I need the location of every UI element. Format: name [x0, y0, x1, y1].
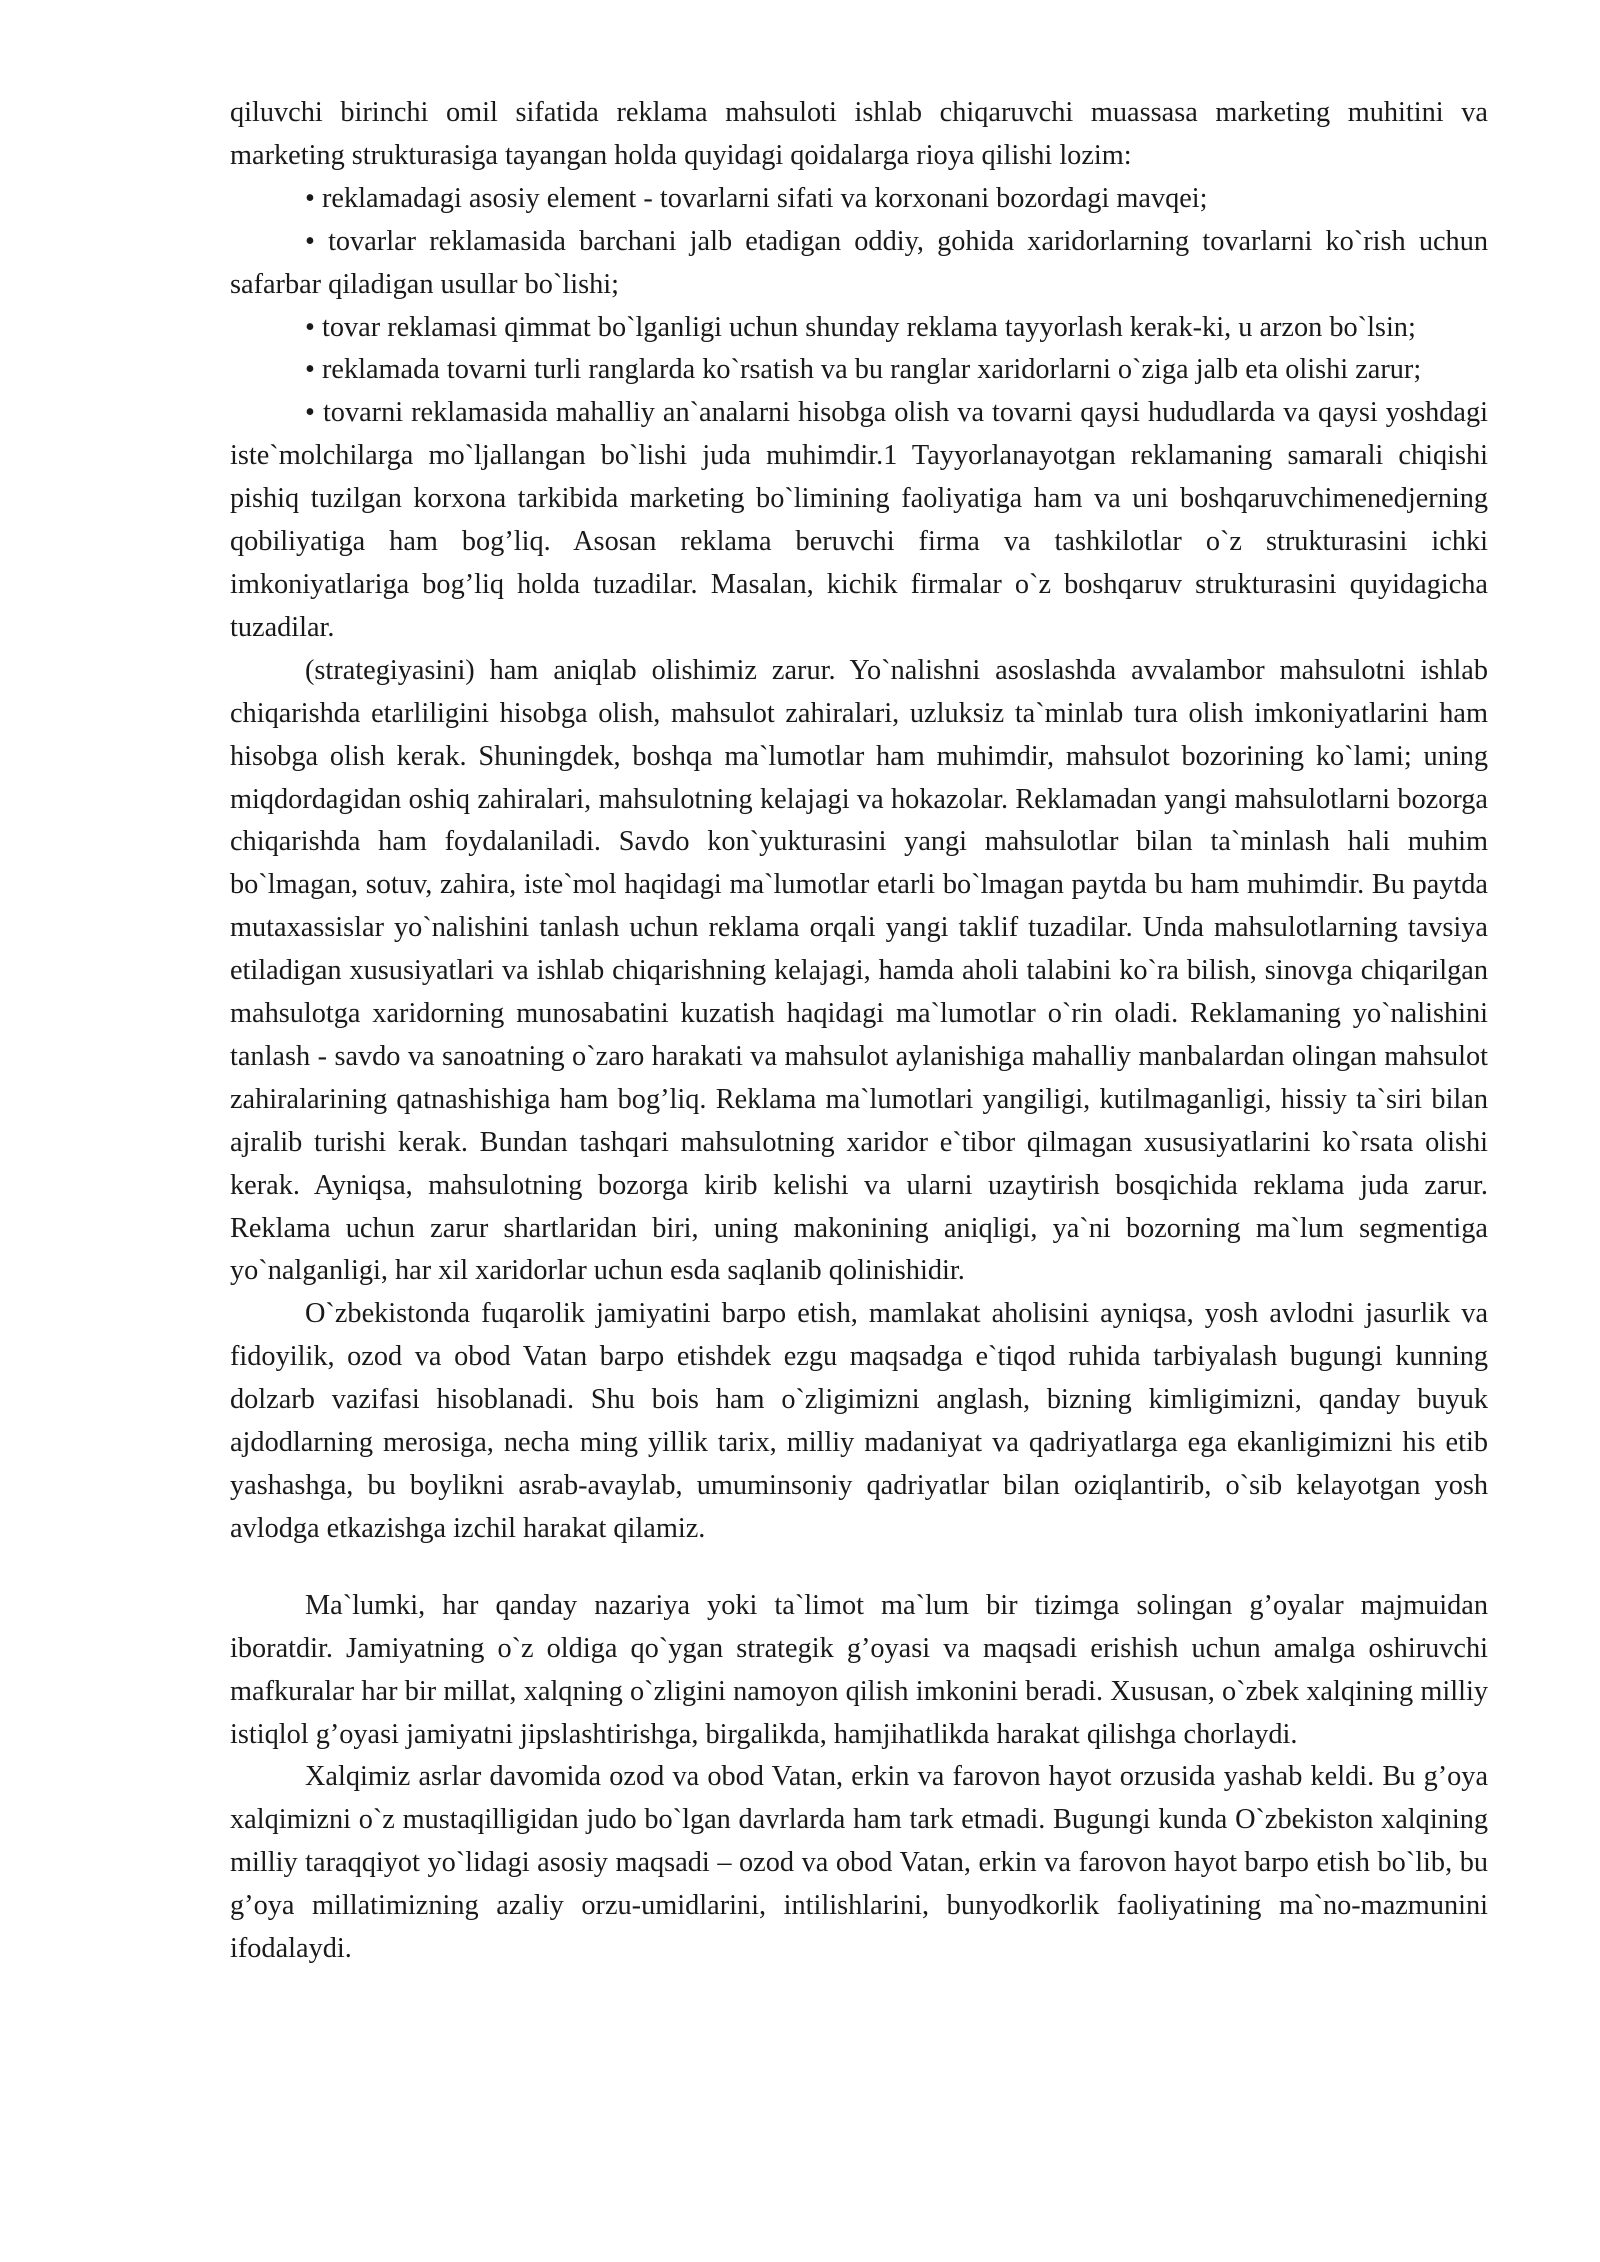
document-page — [230, 92, 1488, 1971]
paragraph-civil-society: O`zbekistonda fuqarolik jamiyatini barpo etish, mamlakat aholisini ayniqsa, yosh avlodni jasurlik va fidoyilik, ozod va obod Vatan barpo etishdek ezgu maqsadga e`tiqod ruhida tarbiyalash bugungi kunning dolzarb vazifasi hisoblanadi. Shu bois ham o`zligimizni anglash, bizning kimligimizni, qanday buyuk ajdodlarning merosiga, necha ming yillik tarix, milliy madaniyat va qadriyatlarga ega ekanligimizni his etib yashashga, bu boylikni asrab-avaylab, umuminsoniy qadriyatlar bilan oziqlantirib, o`sib kelayotgan yosh avlodga etkazishga izchil harakat qilamiz. — [230, 1298, 1488, 1544]
bullet-item-3: • tovar reklamasi qimmat bo`lganligi uchun shunday reklama tayyorlash kerak-ki, u arzon bo`lsin; — [305, 311, 1416, 343]
bullet-item-1: • reklamadagi asosiy element - tovarlarni sifati va korxonani bozordagi mavqei; — [305, 182, 1208, 214]
bullet-item-4: • reklamada tovarni turli ranglarda ko`rsatish va bu ranglar xaridorlarni o`ziga jalb eta olishi zarur; — [305, 354, 1422, 386]
paragraph-nation-goal: Xalqimiz asrlar davomida ozod va obod Vatan, erkin va farovon hayot orzusida yashab keldi. Bu g’oya xalqimizni o`z mustaqilligidan judo bo`lgan davrlarda ham tark etmadi. Bugungi kunda O`zbekiston xalqining milliy taraqqiyot yo`lidagi asosiy maqsadi – ozod va obod Vatan, erkin va farovon hayot barpo etish bo`lib, bu g’oya millatimizning azaliy orzu-umidlarini, intilishlarini, bunyodkorlik faoliyatining ma`no-mazmunini ifodalaydi. — [230, 1761, 1488, 1965]
paragraph-strategy: (strategiyasini) ham aniqlab olishimiz zarur. Yo`nalishni asoslashda avvalambor mahsulotni ishlab chiqarishda etarliligini hisobga olish, mahsulot zahiralari, uzluksiz ta`minlab tura olish imkoniyatlarini ham hisobga olish kerak. Shuningdek, boshqa ma`lumotlar ham muhimdir, mahsulot bozorining ko`lami; uning miqdordagidan oshiq zahiralari, mahsulotning kelajagi va hokazolar. Reklamadan yangi mahsulotlarni bozorga chiqarishda ham foydalaniladi. Savdo kon`yukturasini yangi mahsulotlar bilan ta`minlash hali muhim bo`lmagan, sotuv, zahira, iste`mol haqidagi ma`lumotlar etarli bo`lmagan paytda bu ham muhimdir. Bu paytda mutaxassislar yo`nalishini tanlash uchun reklama orqali yangi taklif tuzadilar. Unda mahsulotlarning tavsiya etiladigan xususiyatlari va ishlab chiqarishning kelajagi, hamda aholi talabini ko`ra bilish, sinovga chiqarilgan mahsulotga xaridorning munosabatini kuzatish haqidagi ma`lumotlar o`rin oladi. Reklamaning yo`nalishini tanlash - savdo va sanoatning o`zaro harakati va mahsulot aylanishiga mahalliy manbalardan olingan mahsulot zahiralarining qatnashishiga ham bog’liq. Reklama ma`lumotlari yangiligi, kutilmaganligi, hissiy ta`siri bilan ajralib turishi kerak. Bundan tashqari mahsulotning xaridor e`tibor qilmagan xususiyatlarini ko`rsata olishi kerak. Ayniqsa, mahsulotning bozorga kirib kelishi va ularni uzaytirish bosqichida reklama juda zarur. Reklama uchun zarur shartlaridan biri, uning makonining aniqligi, ya`ni bozorning ma`lum segmentiga yo`nalganligi, har xil xaridorlar uchun esda saqlanib qolinishidir. — [230, 654, 1488, 1287]
paragraph-ideology: Ma`lumki, har qanday nazariya yoki ta`limot ma`lum bir tizimga solingan g’oyalar majmuidan iboratdir. Jamiyatning o`z oldiga qo`ygan strategik g’oyasi va maqsadi erishish uchun amalga oshiruvchi mafkuralar har bir millat, xalqning o`zligini namoyon qilish imkonini beradi. Xususan, o`zbek xalqining milliy istiqlol g’oyasi jamiyatni jipslashtirishga, birgalikda, hamjihatlikda harakat qilishga chorlaydi. — [230, 1589, 1488, 1750]
paragraph-intro: qiluvchi birinchi omil sifatida reklama mahsuloti ishlab chiqaruvchi muassasa marketing muhitini va marketing strukturasiga tayangan holda quyidagi qoidalarga rioya qilishi lozim: — [230, 97, 1488, 171]
bullet-item-2: • tovarlar reklamasida barchani jalb etadigan oddiy, gohida xaridorlarning tovarlarni ko`rish uchun safarbar qiladigan usullar bo`lishi; — [230, 225, 1488, 300]
bullet-item-5: • tovarni reklamasida mahalliy an`analarni hisobga olish va tovarni qaysi hududlarda va qaysi yoshdagi iste`molchilarga mo`ljallangan bo`lishi juda muhimdir.1 Tayyorlanayotgan reklamaning samarali chiqishi pishiq tuzilgan korxona tarkibida marketing bo`limining faoliyatiga ham va uni boshqaruvchimenedjerning qobiliyatiga ham bog’liq. Asosan reklama beruvchi firma va tashkilotlar o`z strukturasini ichki imkoniyatlariga bog’liq holda tuzadilar. Masalan, kichik firmalar o`z boshqaruv strukturasini quyidagicha tuzadilar. — [230, 397, 1488, 643]
